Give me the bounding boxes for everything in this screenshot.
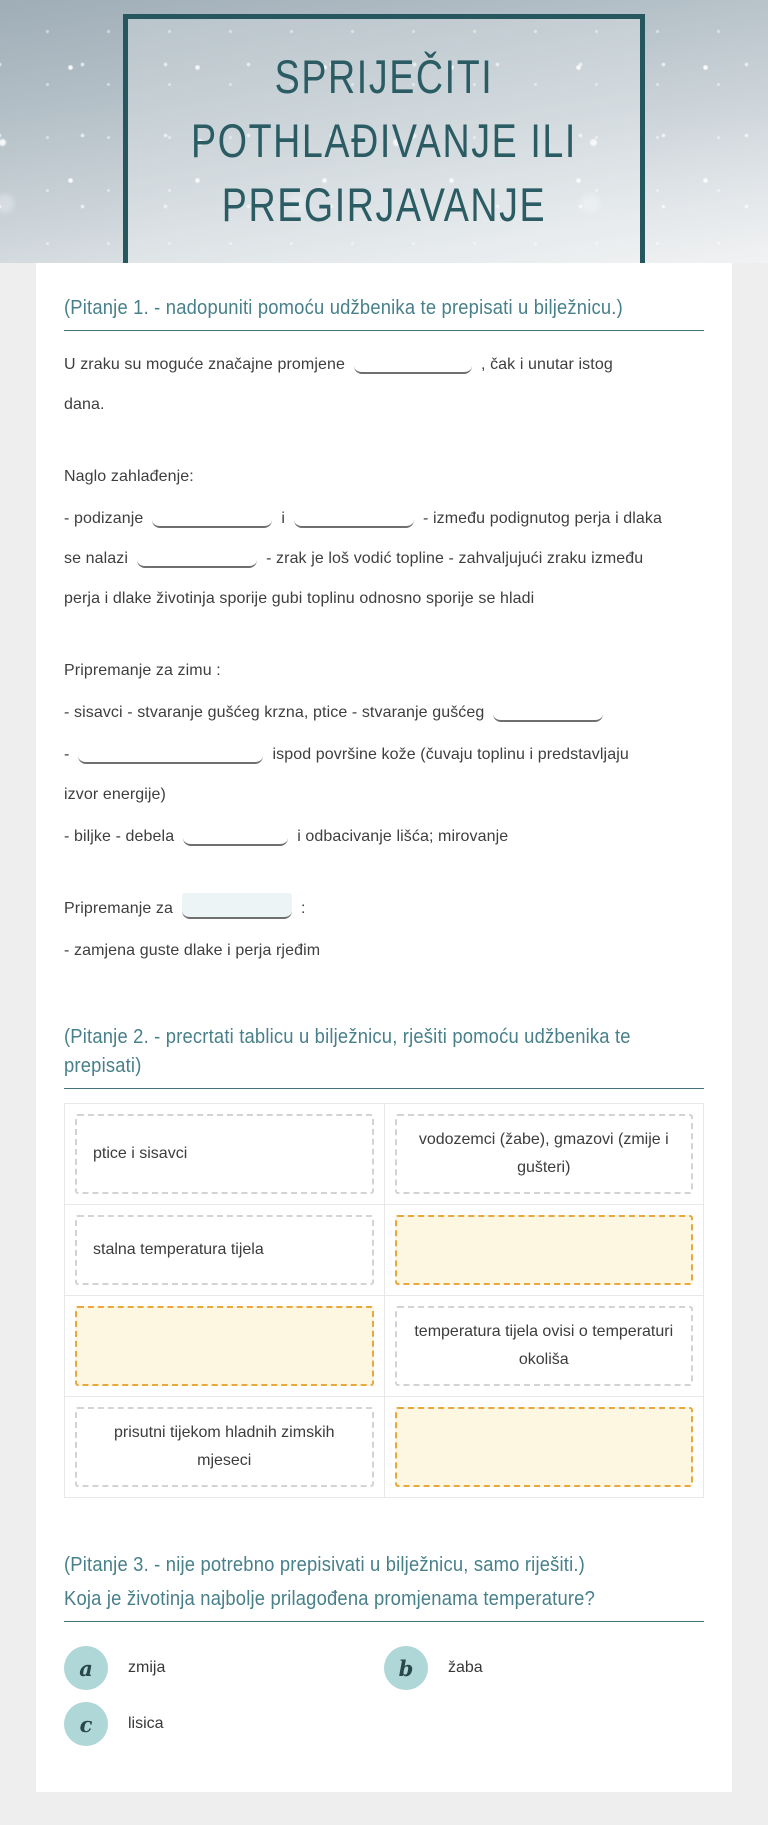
q1-intro-paragraph (64, 345, 704, 425)
answer-drop-zone[interactable] (395, 1407, 694, 1487)
q1-winter-blank-2[interactable] (78, 742, 263, 764)
option-c-badge (64, 1702, 108, 1746)
table-text-box: vodozemci (žabe), gmazovi (zmije i gušteri) (395, 1114, 694, 1194)
option-c-letter: c (79, 1711, 93, 1737)
q1-intro-text-after: , čak i unutar istog (480, 356, 613, 373)
answer-drop-zone[interactable] (395, 1215, 694, 1285)
question-2-divider (64, 1088, 704, 1089)
table-cell (65, 1205, 384, 1295)
option-a-label: zmija (128, 1659, 166, 1676)
question-1-heading (64, 293, 704, 323)
table-text-box: temperatura tijela ovisi o temperaturi okoliša (395, 1306, 694, 1386)
table-cell (385, 1397, 704, 1497)
option-b-label: žaba (448, 1659, 483, 1676)
q1-winter-line-1 (64, 693, 704, 733)
question-1-divider (64, 330, 704, 331)
q1-cooling-blank-2[interactable] (294, 506, 414, 528)
option-b[interactable] (384, 1646, 704, 1690)
title-box (123, 14, 645, 263)
question-3-divider (64, 1621, 704, 1622)
q1-winter-text-4: izvor energije) (64, 786, 166, 803)
q1-cooling-text-2: i (281, 510, 286, 527)
question-2-heading-text: (Pitanje 2. - precrtati tablicu u bilježnicu, rješiti pomoću udžbenika te prepisati) (64, 1026, 631, 1077)
answer-drop-zone[interactable] (75, 1306, 374, 1386)
question-2 (64, 1023, 704, 1498)
table-cell (385, 1104, 704, 1204)
option-a-badge (64, 1646, 108, 1690)
question-3-heading (64, 1550, 704, 1580)
table-cell (65, 1296, 384, 1396)
q1-winter-text-6: i odbacivanje lišća; mirovanje (297, 828, 509, 845)
option-a-letter: a (79, 1655, 93, 1681)
question-3-question (64, 1584, 704, 1614)
q1-intro-blank[interactable] (354, 352, 472, 374)
q1-cooling-text-1: - podizanje (64, 510, 144, 527)
q1-winter-text-3: ispod površine kože (čuvaju toplinu i predstavljaju (272, 746, 629, 763)
q1-winter-line-3 (64, 817, 704, 857)
q1-summer-line-1: - zamjena guste dlake i perja rjeđim (64, 942, 321, 959)
q1-winter-text-1: - sisavci - stvaranje gušćeg krzna, ptice - stvaranje gušćeg (64, 704, 485, 721)
page-title-line-1: SPRIJEČITI (274, 50, 494, 103)
page-title-line-2: POTHLAĐIVANJE ILI (191, 114, 577, 167)
q1-winter-blank-1[interactable] (493, 700, 603, 722)
option-a[interactable] (64, 1646, 384, 1690)
q1-cooling-text-5: - zrak je loš vodić topline - zahvaljujući zraku između (266, 550, 644, 567)
table-text-box: ptice i sisavci (75, 1114, 374, 1194)
table-cell (65, 1104, 384, 1204)
q1-cooling-text-3: - između podignutog perja i dlaka (423, 510, 663, 527)
question-3-question-text: Koja je životinja najbolje prilagođena promjenama temperature? (64, 1588, 596, 1610)
q1-cooling-text-6: perja i dlake životinja sporije gubi toplinu odnosno sporije se hladi (64, 590, 535, 607)
q1-winter-text-2: - (64, 746, 70, 763)
option-b-badge (384, 1646, 428, 1690)
question-1-heading-text: (Pitanje 1. - nadopuniti pomoću udžbenika te prepisati u bilježnicu.) (64, 297, 623, 319)
q1-winter-line-2 (64, 735, 704, 815)
table-text-box: prisutni tijekom hladnih zimskih mjeseci (75, 1407, 374, 1487)
page-title (179, 19, 589, 237)
option-b-letter: b (398, 1655, 414, 1681)
q1-cooling-blank-1[interactable] (152, 506, 272, 528)
q1-cooling-paragraph (64, 499, 704, 619)
q1-winter-title: Pripremanje za zimu : (64, 662, 221, 679)
multiple-choice-options (64, 1646, 704, 1746)
q1-intro-text-end: dana. (64, 396, 105, 413)
table-cell (65, 1397, 384, 1497)
q1-cooling-blank-3[interactable] (137, 546, 257, 568)
question-1 (64, 293, 704, 971)
comparison-table (64, 1103, 704, 1498)
q1-summer-text-2: : (301, 900, 306, 917)
q1-summer-blank[interactable] (182, 893, 292, 919)
q1-summer-text-1: Pripremanje za (64, 900, 174, 917)
q1-cooling-title: Naglo zahlađenje: (64, 468, 194, 485)
table-cell (385, 1296, 704, 1396)
option-c[interactable] (64, 1702, 384, 1746)
table-cell (385, 1205, 704, 1295)
option-c-label: lisica (128, 1715, 164, 1732)
q1-winter-text-5: - biljke - debela (64, 828, 175, 845)
page-title-line-3: PREGIRJAVANJE (221, 178, 547, 231)
question-3-heading-text: (Pitanje 3. - nije potrebno prepisivati u bilježnicu, samo riješiti.) (64, 1554, 585, 1576)
q1-cooling-text-4: se nalazi (64, 550, 129, 567)
question-3 (64, 1550, 704, 1746)
winter-header-image (0, 0, 768, 263)
question-2-heading (64, 1023, 704, 1081)
q1-intro-text-before: U zraku su moguće značajne promjene (64, 356, 345, 373)
q1-summer-title (64, 889, 704, 929)
table-text-box: stalna temperatura tijela (75, 1215, 374, 1285)
q1-winter-blank-3[interactable] (183, 824, 288, 846)
worksheet-card (36, 263, 732, 1792)
